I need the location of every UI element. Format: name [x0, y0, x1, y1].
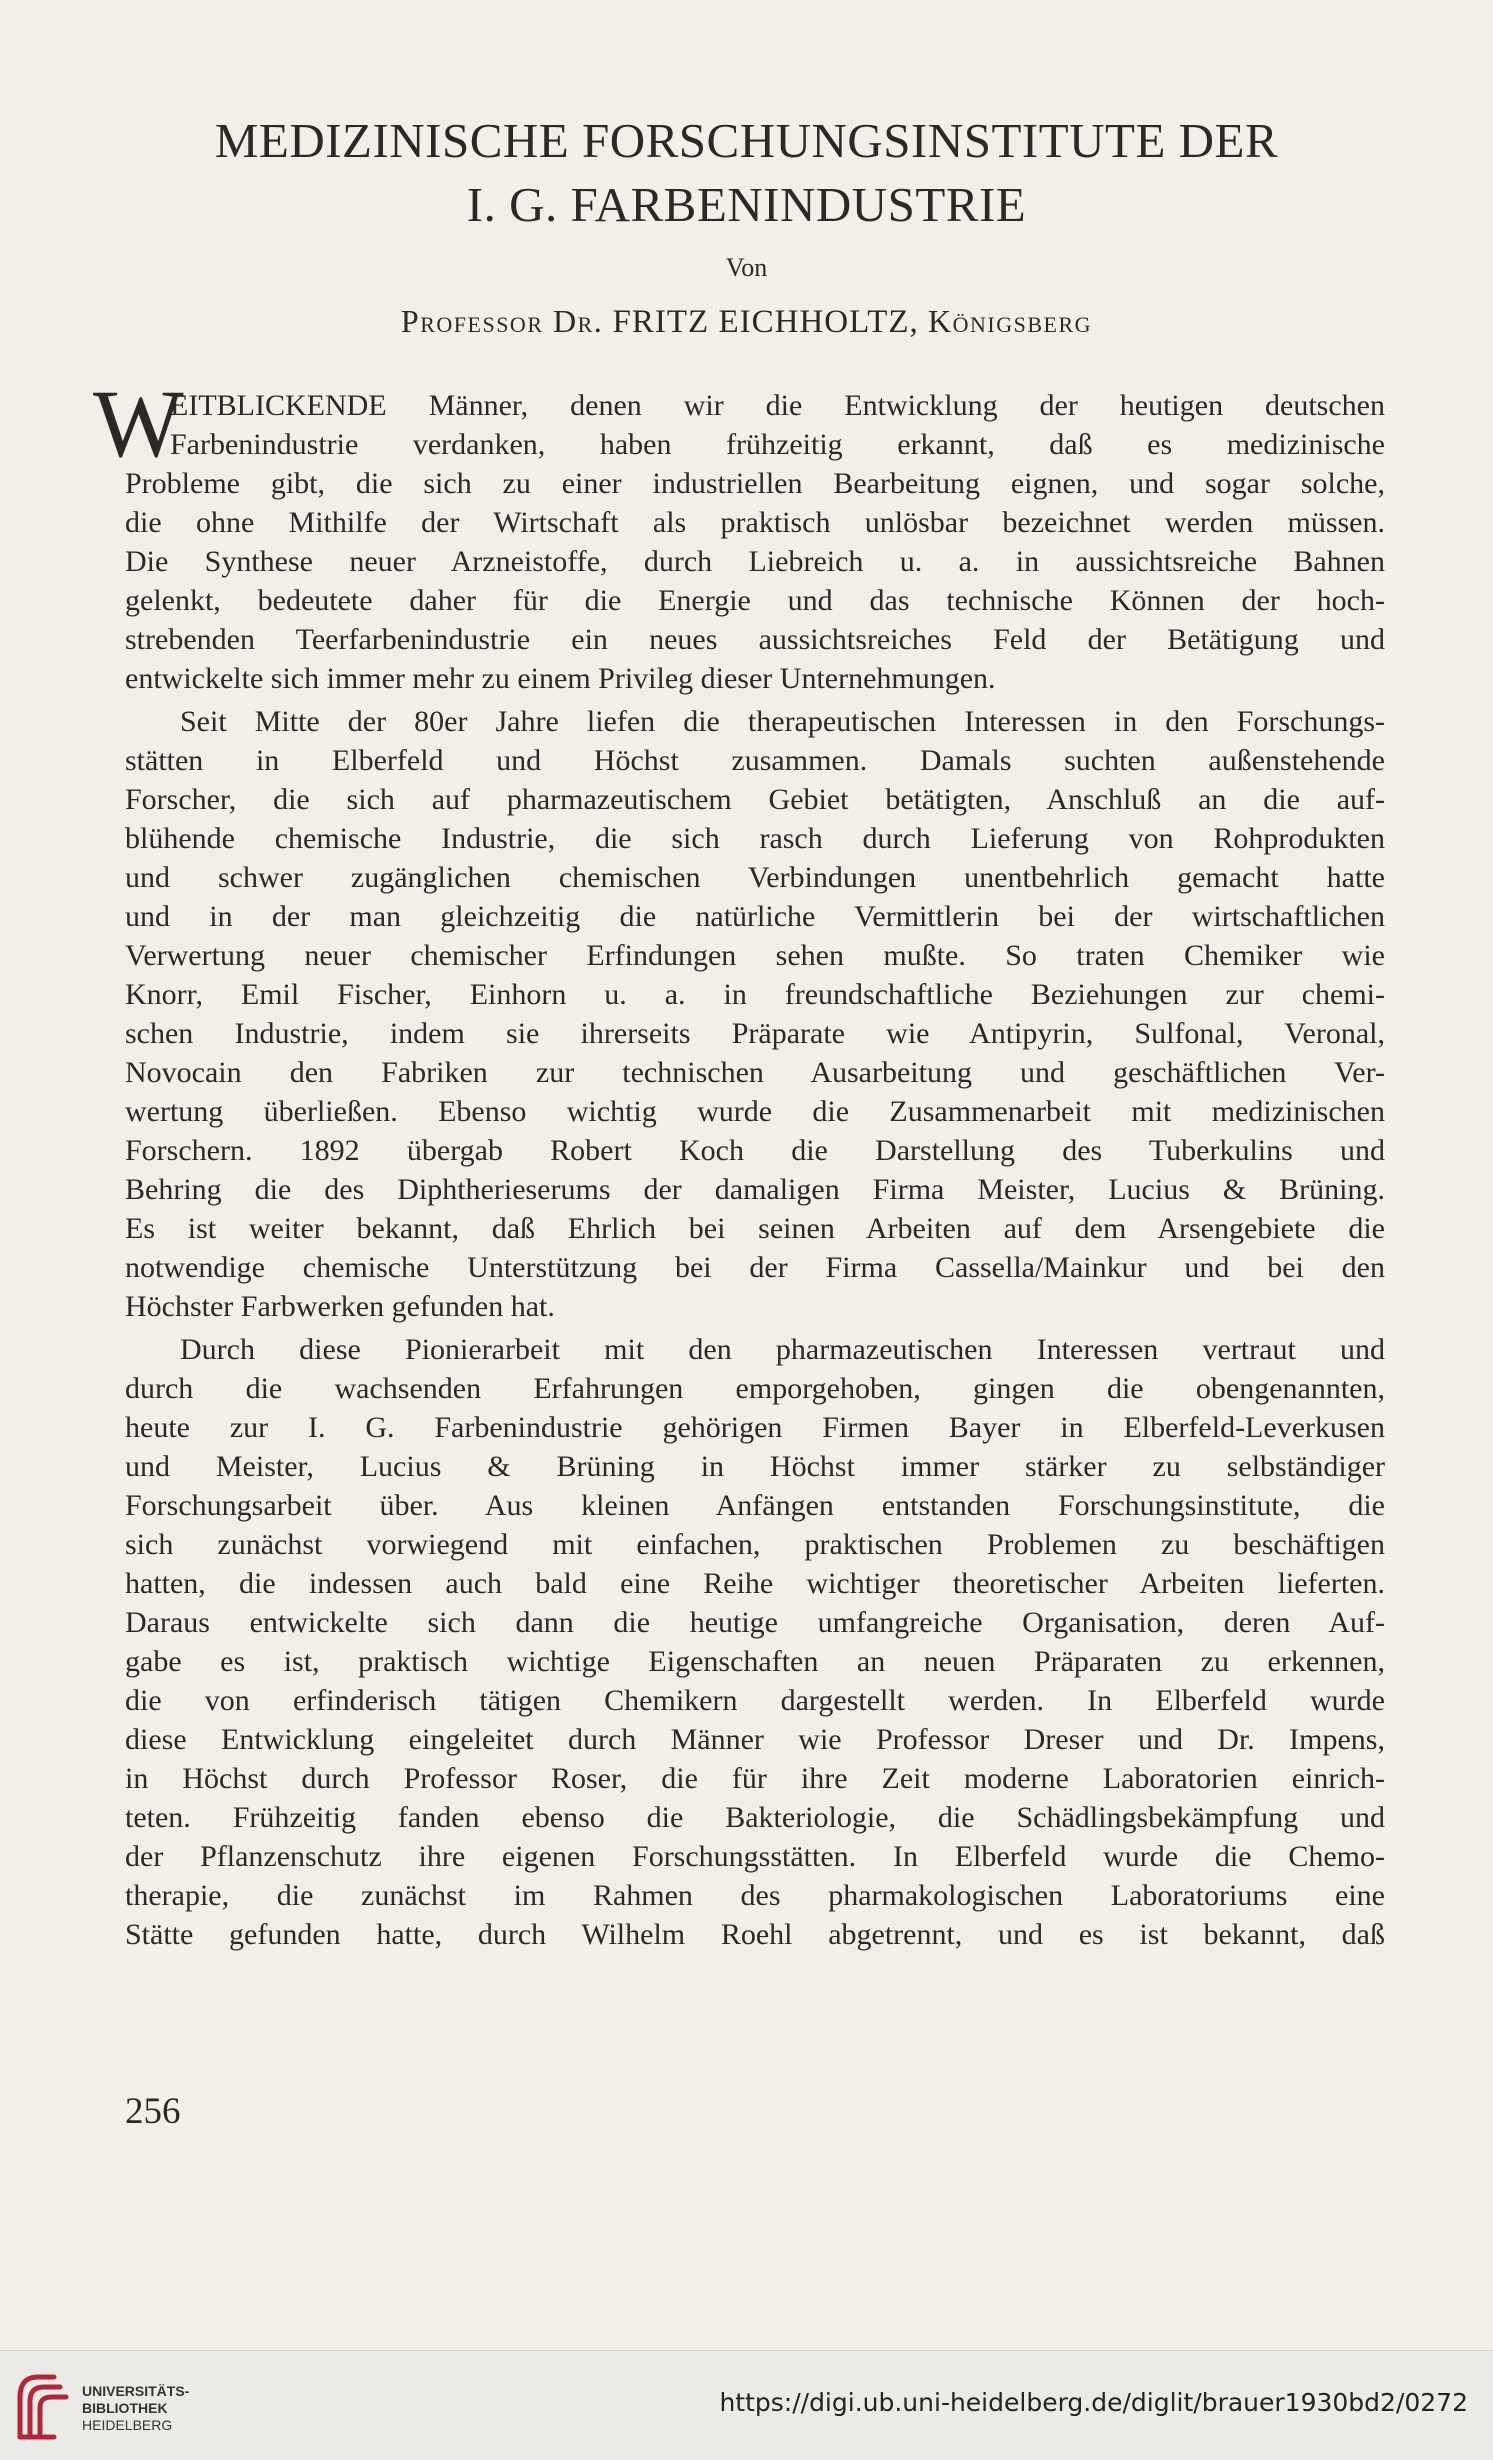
text-line: blühende chemische Industrie, die sich rasch durch Lieferung von Rohprodukten: [125, 822, 1385, 855]
text-line: diese Entwicklung eingeleitet durch Männer wie Professor Dreser und Dr. Impens,: [125, 1723, 1385, 1756]
text-line: die ohne Mithilfe der Wirtschaft als praktisch unlösbar bezeichnet werden müssen.: [125, 506, 1385, 539]
title-line-1: MEDIZINISCHE FORSCHUNGSINSTITUTE DER: [214, 113, 1279, 168]
text-line: und in der man gleichzeitig die natürliche Vermittlerin bei der wirtschaftlichen: [125, 900, 1385, 933]
text-line: durch die wachsenden Erfahrungen emporgehoben, gingen die obengenannten,: [125, 1372, 1385, 1405]
text-line: Die Synthese neuer Arzneistoffe, durch Liebreich u. a. in aussichtsreiche Bahnen: [125, 545, 1385, 578]
author-place: Königsberg: [928, 303, 1093, 339]
text-line: Höchster Farbwerken gefunden hat.: [125, 1290, 555, 1323]
text-line: in Höchst durch Professor Roser, die für ihre Zeit moderne Laboratorien einrich-: [125, 1762, 1385, 1795]
text-line: die von erfinderisch tätigen Chemikern dargestellt werden. In Elberfeld wurde: [125, 1684, 1385, 1717]
text-line: Knorr, Emil Fischer, Einhorn u. a. in freundschaftliche Beziehungen zur chemi-: [125, 978, 1385, 1011]
text-line: Forscher, die sich auf pharmazeutischem Gebiet betätigten, Anschluß an die auf-: [125, 783, 1385, 816]
text-line: therapie, die zunächst im Rahmen des pharmakologischen Laboratoriums eine: [125, 1879, 1385, 1912]
text-line: Forschungsarbeit über. Aus kleinen Anfängen entstanden Forschungsinstitute, die: [125, 1489, 1385, 1522]
drop-cap: W: [93, 370, 184, 477]
author-title: Professor Dr.: [400, 303, 604, 339]
text-line: gabe es ist, praktisch wichtige Eigenschaften an neuen Präparaten zu erkennen,: [125, 1645, 1385, 1678]
source-url-link[interactable]: https://digi.ub.uni-heidelberg.de/diglit/brauer1930bd2/0272: [719, 2388, 1468, 2417]
library-name: [82, 2383, 189, 2434]
text-line: Behring die des Diphtherieserums der damaligen Firma Meister, Lucius & Brüning.: [125, 1173, 1385, 1206]
text-line: entwickelte sich immer mehr zu einem Privileg dieser Unternehmungen.: [125, 662, 996, 695]
library-name-line-1: UNIVERSITÄTS-: [82, 2383, 190, 2399]
text-line: heute zur I. G. Farbenindustrie gehörigen Firmen Bayer in Elberfeld-Leverkusen: [125, 1411, 1385, 1444]
author-name: FRITZ EICHHOLTZ,: [612, 304, 919, 340]
text-line: Probleme gibt, die sich zu einer industriellen Bearbeitung eignen, und sogar solche,: [125, 467, 1385, 500]
text-line: Forschern. 1892 übergab Robert Koch die Darstellung des Tuberkulins und: [125, 1134, 1385, 1167]
text-line: teten. Frühzeitig fanden ebenso die Bakteriologie, die Schädlingsbekämpfung und: [125, 1801, 1385, 1834]
text-line: schen Industrie, indem sie ihrerseits Präparate wie Antipyrin, Sulfonal, Veronal,: [125, 1017, 1385, 1050]
title-line-2: I. G. FARBENINDUSTRIE: [466, 177, 1027, 232]
page-number: 256: [125, 2091, 181, 2132]
text-line: Es ist weiter bekannt, daß Ehrlich bei seinen Arbeiten auf dem Arsengebiete die: [125, 1212, 1385, 1245]
text-line: EITBLICKENDE Männer, denen wir die Entwicklung der heutigen deutschen: [170, 389, 1385, 422]
library-name-line-2: BIBLIOTHEK: [82, 2400, 168, 2416]
text-line: sich zunächst vorwiegend mit einfachen, praktischen Problemen zu beschäftigen: [125, 1528, 1385, 1561]
text-line: und schwer zugänglichen chemischen Verbindungen unentbehrlich gemacht hatte: [125, 861, 1385, 894]
text-line: Daraus entwickelte sich dann die heutige umfangreiche Organisation, deren Auf-: [125, 1606, 1385, 1639]
library-name-line-3: HEIDELBERG: [82, 2417, 173, 2433]
text-line: strebenden Teerfarbenindustrie ein neues aussichtsreiches Feld der Betätigung und: [125, 623, 1385, 656]
text-line: Seit Mitte der 80er Jahre liefen die therapeutischen Interessen in den Forschungs-: [180, 705, 1385, 738]
byline-von: Von: [725, 253, 768, 282]
text-line: Verwertung neuer chemischer Erfindungen sehen mußte. So traten Chemiker wie: [125, 939, 1385, 972]
author-line: [0, 303, 1493, 341]
text-line: gelenkt, bedeutete daher für die Energie und das technische Können der hoch-: [125, 584, 1385, 617]
text-line: der Pflanzenschutz ihre eigenen Forschungsstätten. In Elberfeld wurde die Chemo-: [125, 1840, 1385, 1873]
text-line: Stätte gefunden hatte, durch Wilhelm Roehl abgetrennt, und es ist bekannt, daß: [125, 1918, 1385, 1951]
text-line: stätten in Elberfeld und Höchst zusammen. Damals suchten außenstehende: [125, 744, 1385, 777]
text-line: Farbenindustrie verdanken, haben frühzeitig erkannt, daß es medizinische: [170, 428, 1385, 461]
text-line: und Meister, Lucius & Brüning in Höchst immer stärker zu selbständiger: [125, 1450, 1385, 1483]
text-line: hatten, die indessen auch bald eine Reihe wichtiger theoretischer Arbeiten lieferten.: [125, 1567, 1385, 1600]
university-library-logo-icon: [14, 2367, 72, 2445]
text-line: wertung überließen. Ebenso wichtig wurde die Zusammenarbeit mit medizinischen: [125, 1095, 1385, 1128]
text-line: notwendige chemische Unterstützung bei der Firma Cassella/Mainkur und bei den: [125, 1251, 1385, 1284]
text-line: Novocain den Fabriken zur technischen Ausarbeitung und geschäftlichen Ver-: [125, 1056, 1385, 1089]
footer-bar: [0, 2350, 1493, 2460]
text-line: Durch diese Pionierarbeit mit den pharmazeutischen Interessen vertraut und: [180, 1333, 1385, 1366]
